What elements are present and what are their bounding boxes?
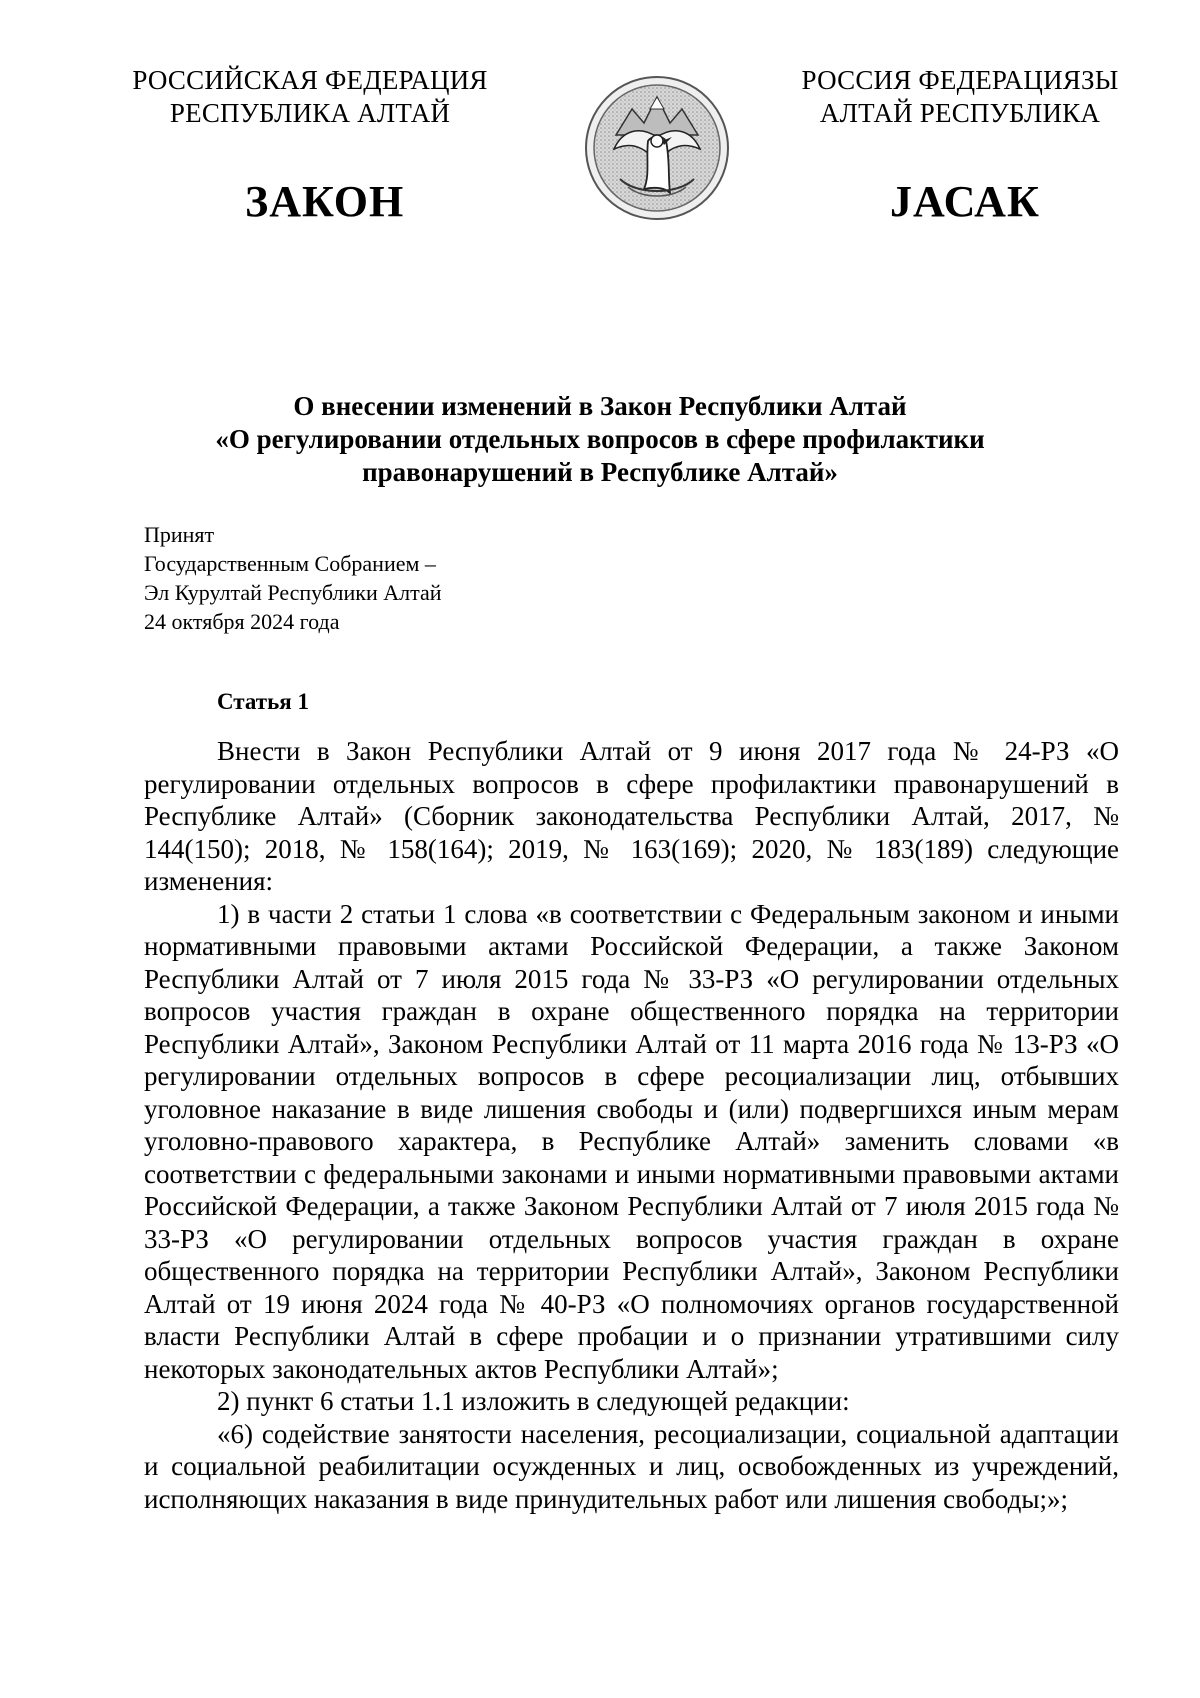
title-line-2: «О регулировании отдельных вопросов в сфере профилактики — [215, 424, 985, 454]
adopted-line-3: Эл Курултай Республики Алтай — [144, 580, 442, 605]
article-body — [144, 735, 1119, 1515]
article-paragraph-item-1: 1) в части 2 статьи 1 слова «в соответствии с Федеральным законом и иными нормативными правовыми актами Российской Федерации, а также Законом Республики Алтай от 7 июля 2015 года № 33-РЗ «О регулировании отдельных вопросов участия граждан в охране общественного порядка на территории Республики Алтай», Законом Республики Алтай от 11 марта 2016 года № 13-РЗ «О регулировании отдельных вопросов в сфере ресоциализации лиц, отбывших уголовное наказание в виде лишения свободы и (или) подвергшихся иным мерам уголовно-правового характера, в Республике Алтай» заменить словами «в соответствии с федеральными законами и иными нормативными правовыми актами Российской Федерации, а также Законом Республики Алтай от 7 июля 2015 года № 33-РЗ «О регулировании отдельных вопросов участия граждан в охране общественного порядка на территории Республики Алтай», Законом Республики Алтай от 19 июня 2024 года № 40-РЗ «О полномочиях органов государственной власти Республики Алтай в сфере пробации и о признании утратившими силу некоторых законодательных актов Республики Алтай»; — [144, 898, 1119, 1384]
header-left-line-1: РОССИЙСКАЯ ФЕДЕРАЦИЯ — [132, 65, 488, 95]
adopted-date: 24 октября 2024 года — [144, 609, 340, 634]
law-title-right: ЈАСАК — [890, 177, 1040, 226]
article-paragraph-item-6-text: «6) содействие занятости населения, ресоциализации, социальной адаптации и социальной реабилитации осужденных и лиц, освобожденных из учреждений, исполняющих наказания в виде принудительных работ или лишения свободы;»; — [144, 1418, 1119, 1514]
title-line-1: О внесении изменений в Закон Республики Алтай — [293, 391, 907, 421]
header-right — [760, 64, 1160, 130]
adopted-line-2: Государственным Собранием – — [144, 551, 436, 576]
article-paragraph-intro: Внести в Закон Республики Алтай от 9 июня 2017 года № 24-РЗ «О регулировании отдельных вопросов в сфере профилактики правонарушений в Республике Алтай» (Сборник законодательства Республики Алтай, 2017, № 144(150); 2018, № 158(164); 2019, № 163(169); 2020, № 183(189) следующие изменения: — [144, 736, 1119, 896]
article-heading: Статья 1 — [217, 689, 309, 714]
article-paragraph-item-2: 2) пункт 6 статьи 1.1 изложить в следующей редакции: — [217, 1386, 850, 1416]
header-right-line-1: РОССИЯ ФЕДЕРАЦИЯЗЫ — [801, 65, 1119, 95]
law-title-left: ЗАКОН — [245, 177, 405, 226]
header-right-line-2: АЛТАЙ РЕСПУБЛИКА — [819, 98, 1101, 128]
document-title — [120, 390, 1080, 489]
adoption-block — [144, 520, 442, 636]
adopted-line-1: Принят — [144, 522, 215, 547]
header-left — [110, 64, 510, 130]
title-line-3: правонарушений в Республике Алтай» — [362, 457, 838, 487]
coat-of-arms-emblem — [584, 75, 730, 221]
header-left-line-2: РЕСПУБЛИКА АЛТАЙ — [169, 98, 451, 128]
